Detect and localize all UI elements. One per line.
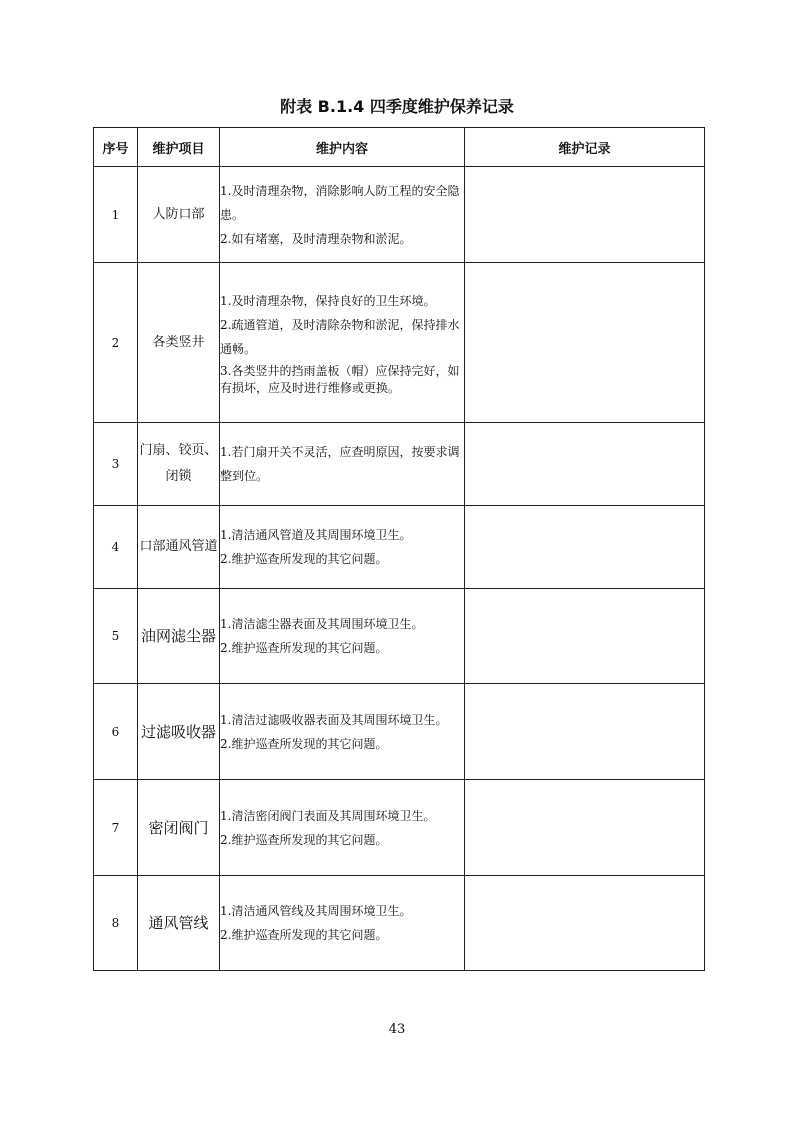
row-record-cell[interactable] — [465, 423, 705, 506]
header-item: 维护项目 — [138, 128, 220, 167]
content-line: 3.各类竖井的挡雨盖板（帽）应保持完好，如有损坏，应及时进行维修或更换。 — [220, 363, 460, 395]
table-row — [94, 684, 705, 780]
table-row — [94, 506, 705, 589]
row-content — [220, 684, 465, 780]
row-item: 油网滤尘器 — [138, 589, 220, 684]
row-record-cell[interactable] — [465, 506, 705, 589]
header-record: 维护记录 — [465, 128, 705, 167]
row-number: 2 — [94, 263, 138, 423]
maintenance-record-table — [93, 127, 705, 971]
content-line: 1.清洁通风管线及其周围环境卫生。 — [220, 904, 412, 918]
row-number: 4 — [94, 506, 138, 589]
content-line: 2.维护巡查所发现的其它问题。 — [220, 928, 388, 942]
content-line: 2.如有堵塞，及时清理杂物和淤泥。 — [220, 231, 412, 246]
table-row — [94, 780, 705, 876]
table-row — [94, 423, 705, 506]
content-line: 2.维护巡查所发现的其它问题。 — [220, 832, 388, 847]
content-line: 2.维护巡查所发现的其它问题。 — [220, 641, 388, 655]
row-item: 门扇、铰页、闭锁 — [138, 423, 220, 506]
row-content — [220, 876, 465, 971]
content-line: 1.清洁过滤吸收器表面及其周围环境卫生。 — [220, 712, 448, 727]
row-item: 通风管线 — [138, 876, 220, 971]
row-number: 7 — [94, 780, 138, 876]
content-line: 1.清洁通风管道及其周围环境卫生。 — [220, 528, 412, 542]
table-row — [94, 876, 705, 971]
row-content — [220, 263, 465, 423]
row-content — [220, 589, 465, 684]
table-row — [94, 263, 705, 423]
content-line: 2.维护巡查所发现的其它问题。 — [220, 552, 388, 566]
table-header-row — [94, 128, 705, 167]
content-line: 2.维护巡查所发现的其它问题。 — [220, 736, 388, 751]
row-item: 密闭阀门 — [138, 780, 220, 876]
row-content — [220, 167, 465, 263]
row-record-cell[interactable] — [465, 876, 705, 971]
row-content — [220, 506, 465, 589]
row-record-cell[interactable] — [465, 589, 705, 684]
row-content — [220, 780, 465, 876]
table-row — [94, 167, 705, 263]
row-record-cell[interactable] — [465, 780, 705, 876]
content-line: 1.及时清理杂物，消除影响人防工程的安全隐患。 — [220, 183, 460, 222]
row-record-cell[interactable] — [465, 167, 705, 263]
content-line: 1.若门扇开关不灵活，应查明原因，按要求调整到位。 — [220, 445, 460, 483]
page-title: 附表 B.1.4 四季度维护保养记录 — [280, 97, 514, 116]
row-number: 3 — [94, 423, 138, 506]
content-line: 1.及时清理杂物，保持良好的卫生环境。 — [220, 293, 436, 308]
row-record-cell[interactable] — [465, 263, 705, 423]
row-record-cell[interactable] — [465, 684, 705, 780]
row-number: 6 — [94, 684, 138, 780]
row-item: 各类竖井 — [138, 263, 220, 423]
row-item: 口部通风管道 — [138, 506, 220, 589]
row-item: 人防口部 — [138, 167, 220, 263]
row-number: 1 — [94, 167, 138, 263]
content-line: 2.疏通管道，及时清除杂物和淤泥，保持排水通畅。 — [220, 317, 460, 356]
row-number: 5 — [94, 589, 138, 684]
row-number: 8 — [94, 876, 138, 971]
table-row — [94, 589, 705, 684]
content-line: 1.清洁密闭阀门表面及其周围环境卫生。 — [220, 808, 436, 823]
content-line: 1.清洁滤尘器表面及其周围环境卫生。 — [220, 617, 424, 631]
row-item: 过滤吸收器 — [138, 684, 220, 780]
header-content: 维护内容 — [220, 128, 465, 167]
header-number: 序号 — [94, 128, 138, 167]
page-number: 43 — [388, 1022, 406, 1037]
row-content — [220, 423, 465, 506]
